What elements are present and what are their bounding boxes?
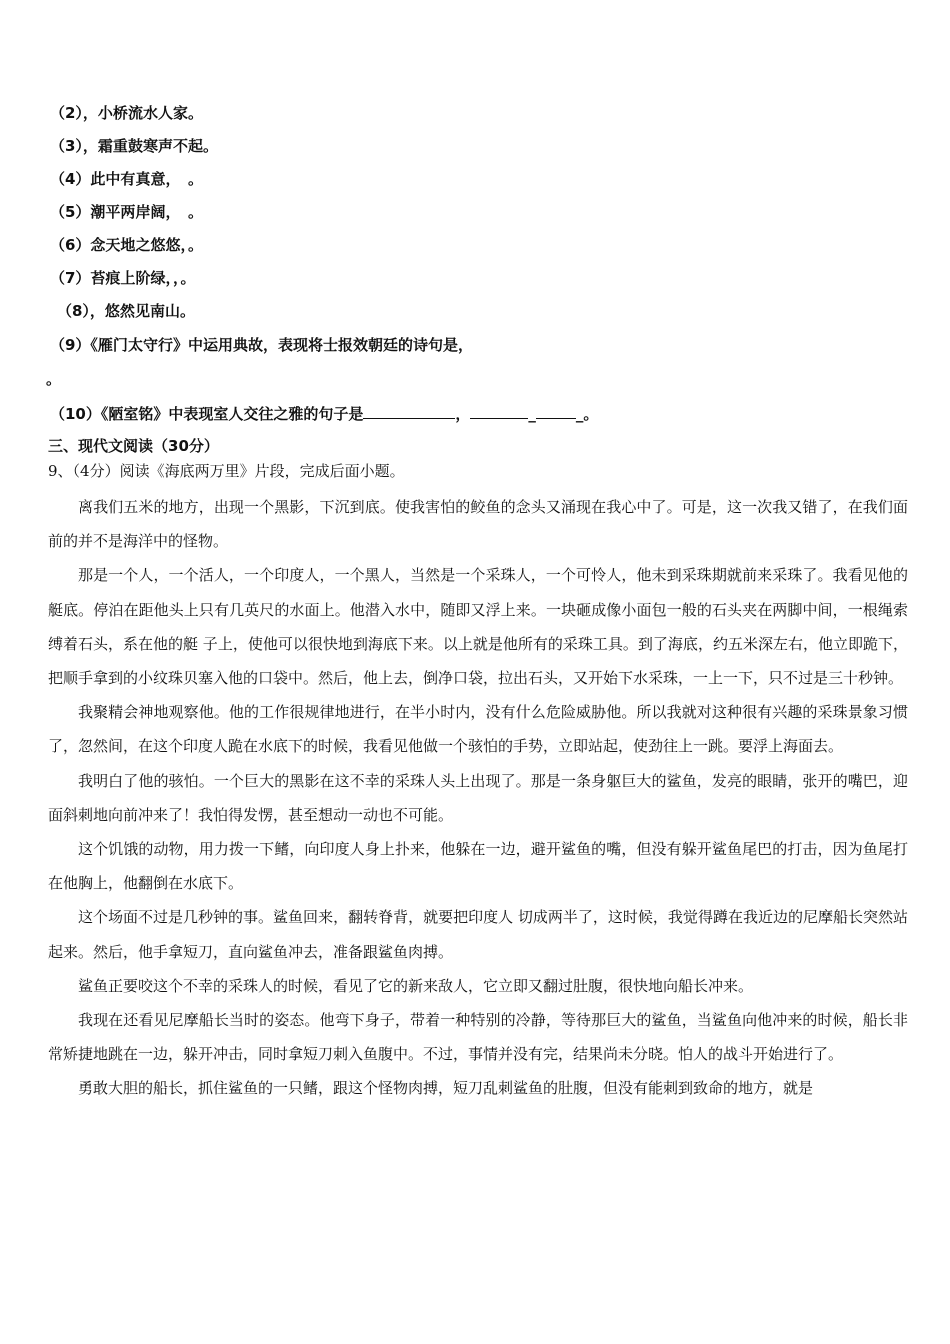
reading-passage [48, 490, 908, 1106]
answer-blank-2[interactable] [470, 402, 528, 419]
passage-paragraph: 鲨鱼正要咬这个不幸的采珠人的时候，看见了它的新来敌人，它立即又翻过肚腹，很快地向船长冲来。 [78, 976, 754, 995]
question-10-comma: ， [455, 405, 471, 423]
question-2: （2），小桥流水人家。 [50, 104, 203, 122]
question-10-prefix: （10）《陋室铭》中表现室人交往之雅的句子是 [50, 405, 364, 423]
question-10-mid: _ [528, 405, 536, 423]
passage-paragraph: 我现在还看见尼摩船长当时的姿态。他弯下身子，带着一种特别的冷静，等待那巨大的鲨鱼，当鲨鱼向他冲来的时候，船长非常矫捷地跳在一边，躲开冲击，同时拿短刀刺入鱼腹中。不过，事情并没有完，结果尚未分晓。怕人的战斗开始进行了。 [48, 1011, 908, 1064]
question-10-mid2: _ [575, 405, 584, 423]
passage-paragraph: 离我们五米的地方，出现一个黑影，下沉到底。使我害怕的鲛鱼的念头又涌现在我心中了。可是，这一次我又错了，在我们面前的并不是海洋中的怪物。 [48, 498, 908, 551]
reading-task: 9、（4分）阅读《海底两万里》片段，完成后面小题。 [48, 462, 405, 480]
question-4: （4）此中有真意， 。 [50, 170, 203, 188]
question-8: （8），悠然见南山。 [57, 302, 195, 320]
question-10 [50, 402, 598, 424]
question-9-end: 。 [46, 370, 62, 388]
passage-paragraph: 我明白了他的骇怕。一个巨大的黑影在这不幸的采珠人头上出现了。那是一条身躯巨大的鲨鱼，发亮的眼睛，张开的嘴巴，迎面斜刺地向前冲来了！我怕得发愣，甚至想动一动也不可能。 [48, 771, 908, 824]
passage-paragraph: 这个场面不过是几秒钟的事。鲨鱼回来，翻转脊背，就要把印度人 切成两半了，这时候，我觉得蹲在我近边的尼摩船长突然站起来。然后，他手拿短刀，直向鲨鱼冲去，准备跟鲨鱼肉搏。 [48, 908, 908, 961]
answer-blank-1[interactable] [363, 402, 455, 419]
passage-paragraph: 勇敢大胆的船长，抓住鲨鱼的一只鳍，跟这个怪物肉搏，短刀乱刺鲨鱼的肚腹，但没有能刺到致命的地方，就是 [78, 1079, 814, 1098]
question-6: （6）念天地之悠悠，。 [50, 236, 203, 254]
passage-paragraph: 这个饥饿的动物，用力拨一下鳍，向印度人身上扑来，他躲在一边，避开鲨鱼的嘴，但没有躲开鲨鱼尾巴的打击，因为鱼尾打在他胸上，他翻倒在水底下。 [48, 840, 908, 893]
question-3: （3），霜重鼓寒声不起。 [50, 137, 218, 155]
question-9: （9）《雁门太守行》中运用典故，表现将士报效朝廷的诗句是， [50, 336, 473, 354]
passage-paragraph: 那是一个人，一个活人，一个印度人，一个黑人，当然是一个采珠人，一个可怜人，他未到采珠期就前来采珠了。我看见他的艇底。停泊在距他头上只有几英尺的水面上。他潜入水中，随即又浮上来。一块砸成像小面包一般的石头夹在两脚中间，一根绳索缚着石头，系在他的艇 子上，使他可以很快地到海底下来。以上就是他所有的采珠工具。到了海底，约五米深左右，他立即跪下，把顺手拿到的小纹珠贝塞入他的口袋中。然后，他上去，倒净口袋，拉出石头，又开始下水采珠，一上一下，只不过是三十秒钟。 [48, 566, 908, 688]
passage-paragraph: 我聚精会神地观察他。他的工作很规律地进行，在半小时内，没有什么危险威胁他。所以我就对这种很有兴趣的采珠景象习惯了，忽然间，在这个印度人跪在水底下的时候，我看见他做一个骇怕的手势，立即站起，使劲往上一跳。要浮上海面去。 [48, 703, 908, 756]
question-10-end: 。 [583, 405, 599, 423]
section-title: 三、现代文阅读（30分） [48, 437, 219, 455]
answer-blank-3[interactable] [536, 402, 576, 419]
question-5: （5）潮平两岸阔， 。 [50, 203, 203, 221]
question-7: （7）苔痕上阶绿，，。 [50, 269, 196, 287]
